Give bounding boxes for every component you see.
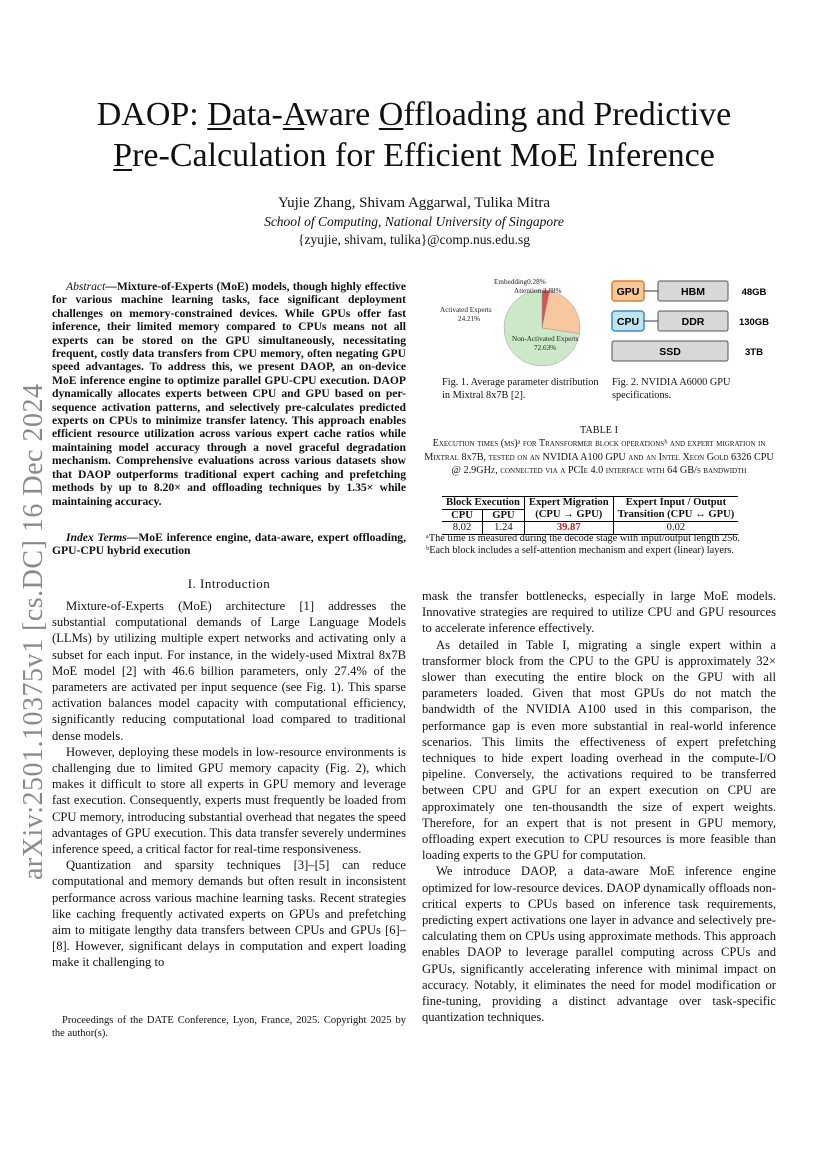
index-terms xyxy=(52,531,406,558)
cpu-label: CPU xyxy=(616,316,640,328)
paper-title xyxy=(70,94,758,176)
abstract-label: Abstract xyxy=(66,280,106,293)
table-cell-cpu-time: 8.02 xyxy=(442,522,482,535)
intro-left-column xyxy=(52,598,406,971)
table-cell-gpu-time: 1.24 xyxy=(482,522,524,535)
index-terms-text: —MoE inference engine, data-aware, expert offloading, GPU-CPU hybrid execution xyxy=(52,531,406,558)
table-cell-transition-time: 0.02 xyxy=(666,522,686,533)
table1-caption xyxy=(422,424,776,478)
pie-value-activated-experts: 24.21% xyxy=(458,315,481,323)
paragraph: We introduce DAOP, a data-aware MoE inference engine optimized for low-resource devices. DAOP dynamically offloads non-critical experts to CPUs based on inference task requirements, predicting expert activations one layer in advance and selectively pre-calculating them on CPUs using approximate methods. This approach enables DAOP to leverage parallel computing across CPUs and GPUs, significantly accelerating inference with minimal impact on accuracy. Notably, it eliminates the need for model modification or fine-tuning, providing a distinct advantage over task-specific quantization techniques. xyxy=(422,864,776,1025)
proceedings-footnote: Proceedings of the DATE Conference, Lyon, France, 2025. Copyright 2025 by the author(s). xyxy=(52,1015,406,1039)
ssd-label: SSD xyxy=(659,346,681,358)
table-header-expert-migration: Expert Migration xyxy=(524,497,613,510)
table1-description: Execution times (ms)ᵃ for Transformer block operationsᵇ and expert migration in Mixtral 8x7B, tested on an NVIDIA A100 GPU and an Intel Xeon Gold 6326 CPU @ 2.9GHz, connected via a PCIe 4.0 interface with 64 GB/s bandwidth xyxy=(424,438,774,477)
abstract-text: —Mixture-of-Experts (MoE) models, though highly effective for various machine learning tasks, face significant deployment challenges on memory-constrained devices. While GPUs offer fast inference, their limited memory compared to CPUs means not all experts can be stored on the GPU simultaneously, necessitating frequent, costly data transfers from CPU memory, often negating GPU speed advantages. To address this, we present DAOP, an on-device MoE inference engine to optimize parallel GPU-CPU execution. DAOP dynamically allocates experts between CPU and GPU based on per-sequence activation patterns, and selectively pre-calculates predicted experts on CPUs to minimize transfer latency. This approach enables efficient resource utilization across various expert cache ratios while maintaining model accuracy through a novel graceful degradation mechanism. Comprehensive evaluations across various datasets show that DAOP outperforms traditional expert caching and prefetching methods by up to 8.20× and offloading techniques by 1.35× while maintaining accuracy. xyxy=(52,280,406,508)
fig2-memory-diagram xyxy=(606,278,786,368)
hbm-size: 48GB xyxy=(741,287,767,298)
paragraph: As detailed in Table I, migrating a single expert within a transformer block from the CPU to the GPU is approximately 32× slower than executing the entire block on the GPU with all parameters loaded. Given that most GPUs do not match the bandwidth of the NVIDIA A100 used in this comparison, the performance gap is even more substantial in real-world inference scenarios. This limits the effectiveness of expert prefetching techniques to hide expert loading overhead in the compute-I/O pipeline. Conversely, the activations required to be transferred between CPU and GPU for an expert execution on CPU are approximately one ten-thousandth the size of expert weights. Therefore, for an expert that is not present in GPU memory, offloading expert execution to CPU resources is more feasible than loading experts to the GPU for computation. xyxy=(422,637,776,863)
paragraph: mask the transfer bottlenecks, especially in large MoE models. Innovative strategies are required to utilize CPU and GPU resources to accelerate inference effectively. xyxy=(422,589,776,636)
paragraph: Quantization and sparsity techniques [3]–[5] can reduce computational and memory demands but often result in inconsistent performance across various machine learning tasks. Recent strategies like caching frequently activated experts on GPUs and prefetching aim to mitigate lengthy data transfers between CPUs and GPUs [6]–[8]. However, significant delays in computation and expert loading make it challenging to xyxy=(52,858,406,970)
index-terms-label: Index Terms xyxy=(66,531,127,544)
arxiv-identifier: arXiv:2501.10375v1 [cs.DC] 16 Dec 2024 xyxy=(18,383,49,880)
fig1-pie-chart xyxy=(440,278,600,376)
fig1-caption: Fig. 1. Average parameter distribution in Mixtral 8x7B [2]. xyxy=(442,377,599,401)
pie-label-non-activated-experts: Non-Activated Experts xyxy=(512,335,579,343)
intro-right-column xyxy=(422,588,776,1025)
table-subheader-gpu: GPU xyxy=(482,509,524,522)
table-subheader-migration-dir: (CPU → GPU) xyxy=(524,509,613,522)
title-line-1: DAOP: Data-Aware Offloading and Predictive xyxy=(96,96,732,133)
paragraph: Mixture-of-Experts (MoE) architecture [1] addresses the substantial computational demands of Large Language Models (LLMs) by utilizing multiple expert networks and activating only a subset for each input. For instance, in the widely-used Mixtral 8x7B MoE model [2] with 46.6 billion parameters, only 27.4% of the parameters are activated per input sequence (see Fig. 1). This sparse activation balances model capacity with computational efficiency, significantly reducing computational load compared to traditional dense models. xyxy=(52,599,406,743)
table-header-expert-io: Expert Input / Output xyxy=(625,497,727,509)
section-heading-introduction: I. Introduction xyxy=(187,576,271,591)
fig2-caption: Fig. 2. NVIDIA A6000 GPU specifications. xyxy=(612,377,731,401)
ssd-size: 3TB xyxy=(745,347,763,358)
ddr-size: 130GB xyxy=(738,317,770,328)
table-cell-migration-time: 39.87 xyxy=(524,522,613,535)
table-subheader-transition: Transition (CPU ↔ GPU) xyxy=(617,509,735,521)
pie-label-activated-experts: Activated Experts xyxy=(440,306,492,314)
title-line-2: Pre-Calculation for Efficient MoE Inference xyxy=(113,137,715,174)
table1-label: TABLE I xyxy=(580,425,618,436)
gpu-label: GPU xyxy=(616,286,640,298)
pie-value-non-activated-experts: 72.63% xyxy=(534,344,557,352)
pie-label-attention: Attention 2.88% xyxy=(514,287,562,295)
execution-times-table xyxy=(442,496,738,535)
affiliation: School of Computing, National University of Singapore xyxy=(264,214,564,229)
author-emails: {zyujie, shivam, tulika}@comp.nus.edu.sg xyxy=(298,232,530,247)
author-list: Yujie Zhang, Shivam Aggarwal, Tulika Mitra xyxy=(277,195,551,211)
table-note-b: ᵇEach block includes a self-attention mechanism and expert (linear) layers. xyxy=(426,545,734,556)
ddr-label: DDR xyxy=(681,316,705,328)
paragraph: However, deploying these models in low-resource environments is challenging due to limited GPU memory capacity (Fig. 2), which makes it difficult to store all experts in GPU memory and leverage fast execution. Consequently, experts must frequently be loaded from CPU memory, introducing substantial overhead that negates the speed advantages of GPU execution. This data transfer severely undermines inference speed, a critical factor for real-time responsiveness. xyxy=(52,744,406,857)
hbm-label: HBM xyxy=(681,286,705,298)
table-header-block-execution: Block Execution xyxy=(442,497,524,510)
abstract xyxy=(52,280,406,508)
pie-label-embedding: Embedding0.28% xyxy=(494,278,546,286)
table-note-a: ᵃThe time is measured during the decode stage with input/output length 256. xyxy=(426,533,740,544)
table-subheader-cpu: CPU xyxy=(442,509,482,522)
